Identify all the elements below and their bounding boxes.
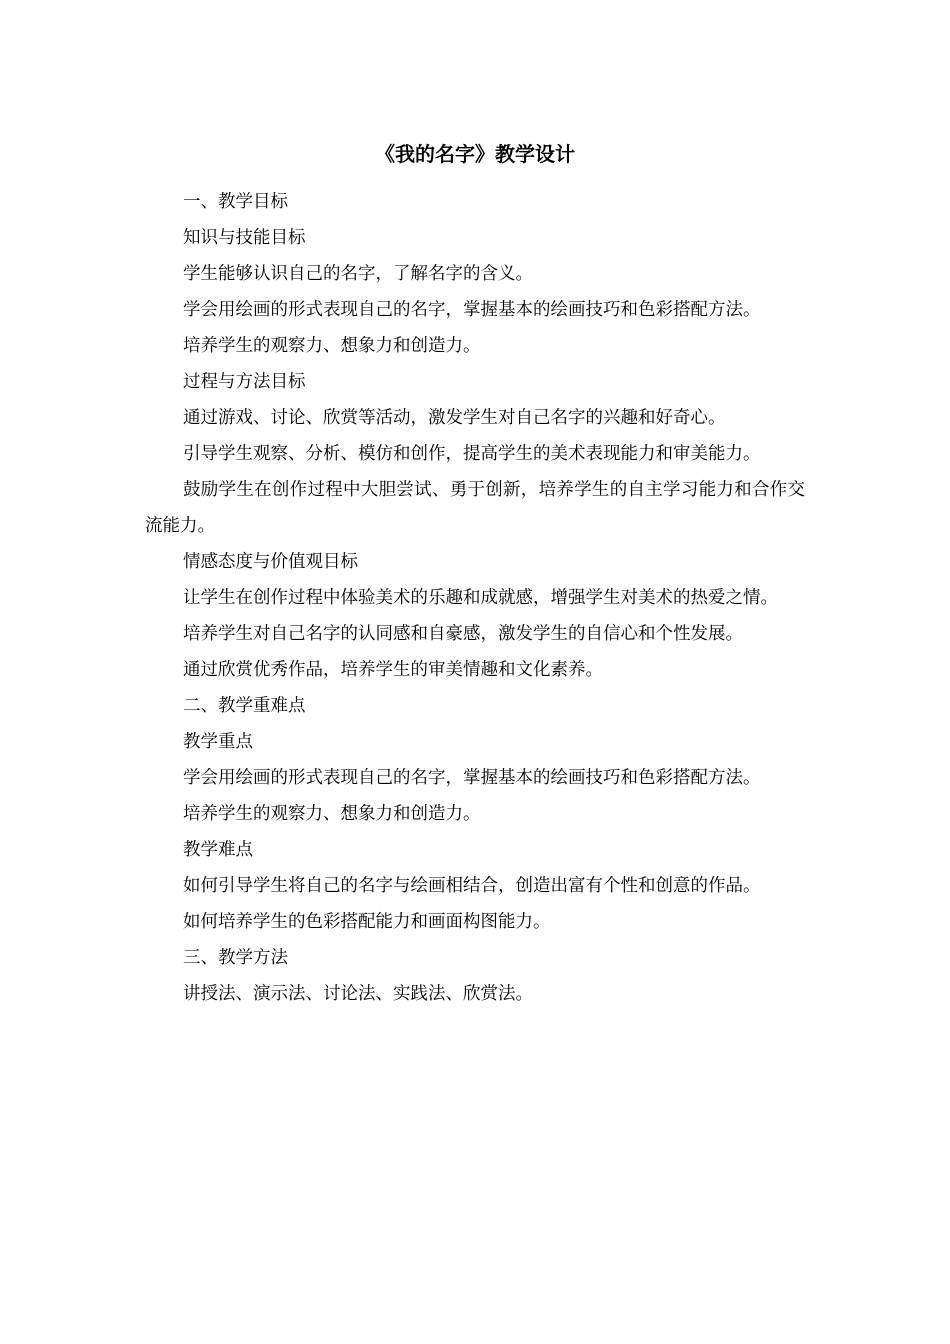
body-paragraph: 学会用绘画的形式表现自己的名字，掌握基本的绘画技巧和色彩搭配方法。 xyxy=(183,300,761,320)
body-paragraph: 讲授法、演示法、讨论法、实践法、欣赏法。 xyxy=(183,984,533,1004)
body-paragraph: 如何培养学生的色彩搭配能力和画面构图能力。 xyxy=(183,912,551,932)
body-paragraph: 让学生在创作过程中体验美术的乐趣和成就感，增强学生对美术的热爱之情。 xyxy=(183,588,778,608)
subheading-knowledge-skills: 知识与技能目标 xyxy=(183,228,306,248)
body-paragraph: 学会用绘画的形式表现自己的名字，掌握基本的绘画技巧和色彩搭配方法。 xyxy=(183,768,761,788)
body-paragraph: 培养学生对自己名字的认同感和自豪感，激发学生的自信心和个性发展。 xyxy=(183,624,743,644)
section-heading-key-difficult-points: 二、教学重难点 xyxy=(183,696,306,716)
body-paragraph: 通过欣赏优秀作品，培养学生的审美情趣和文化素养。 xyxy=(183,660,603,680)
body-paragraph: 如何引导学生将自己的名字与绘画相结合，创造出富有个性和创意的作品。 xyxy=(183,876,761,896)
section-heading-objectives: 一、教学目标 xyxy=(183,192,288,212)
body-paragraph: 通过游戏、讨论、欣赏等活动，激发学生对自己名字的兴趣和好奇心。 xyxy=(183,408,726,428)
body-paragraph: 学生能够认识自己的名字，了解名字的含义。 xyxy=(183,264,533,284)
body-paragraph: 鼓励学生在创作过程中大胆尝试、勇于创新，培养学生的自主学习能力和合作交流能力。 xyxy=(145,480,805,536)
document-title: 《我的名字》教学设计 xyxy=(375,142,575,166)
subheading-attitude-values: 情感态度与价值观目标 xyxy=(183,552,358,572)
section-heading-methods: 三、教学方法 xyxy=(183,948,288,968)
body-paragraph: 培养学生的观察力、想象力和创造力。 xyxy=(183,804,481,824)
body-paragraph: 培养学生的观察力、想象力和创造力。 xyxy=(183,336,481,356)
body-paragraph: 引导学生观察、分析、模仿和创作，提高学生的美术表现能力和审美能力。 xyxy=(183,444,761,464)
subheading-process-method: 过程与方法目标 xyxy=(183,372,306,392)
document-page xyxy=(145,136,805,1012)
subheading-difficult-points: 教学难点 xyxy=(183,840,253,860)
subheading-key-points: 教学重点 xyxy=(183,732,253,752)
